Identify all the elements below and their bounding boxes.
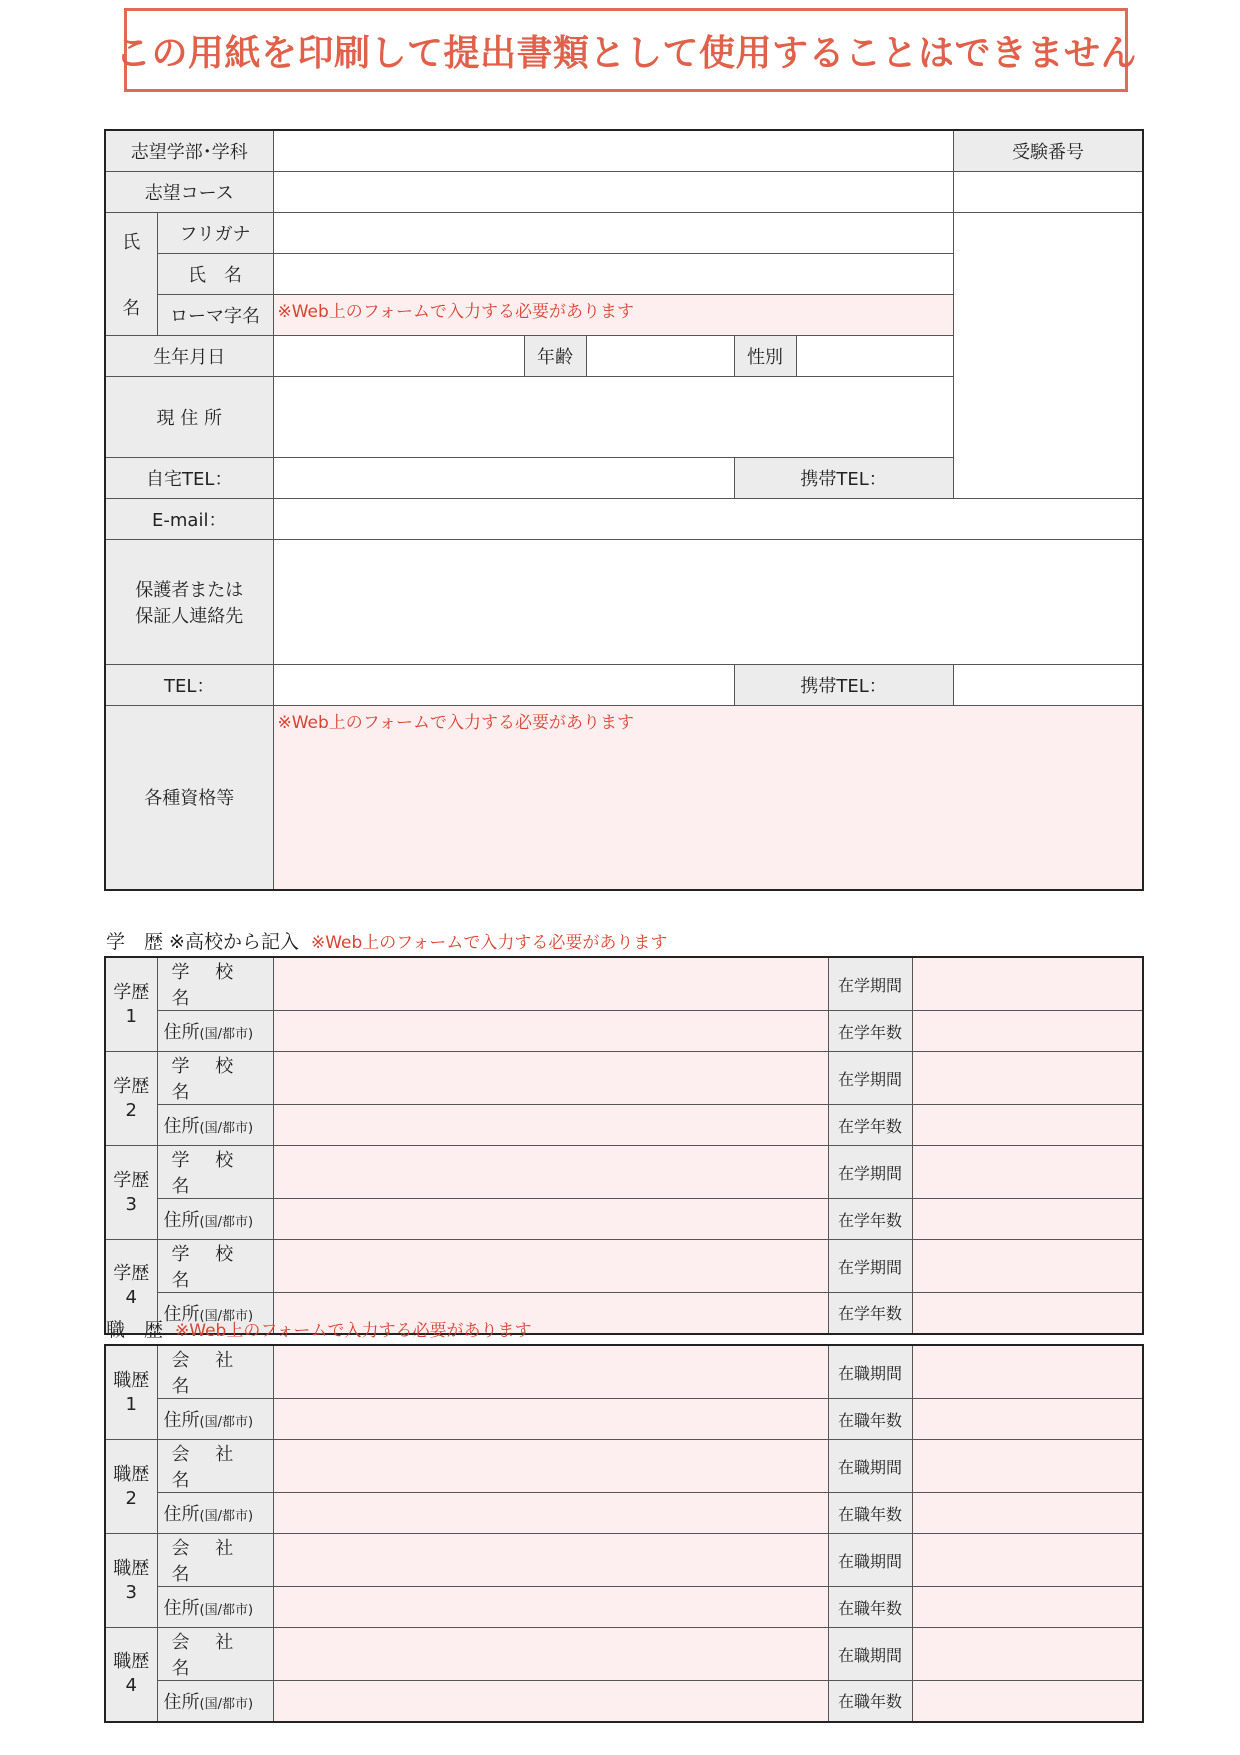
education-period-field[interactable] — [912, 957, 1143, 1011]
employment-years-field[interactable] — [912, 1493, 1143, 1534]
birthdate-field[interactable] — [273, 335, 524, 376]
employment-row — [105, 1587, 1143, 1628]
course-field[interactable] — [273, 171, 953, 212]
education-address-label-text: 住所 — [163, 1022, 200, 1043]
mobile-tel-label: 携帯TEL： — [734, 457, 953, 498]
education-entry-label — [105, 1146, 157, 1240]
employment-row — [105, 1534, 1143, 1587]
guardian-label-line-1: 保護者または — [135, 579, 244, 601]
employment-address-label — [157, 1587, 273, 1628]
education-period-field[interactable] — [912, 1052, 1143, 1105]
exam-number-label: 受験番号 — [953, 130, 1143, 171]
employment-years-label: 在職年数 — [828, 1399, 912, 1440]
employment-address-label — [157, 1399, 273, 1440]
employment-address-field[interactable] — [273, 1681, 828, 1722]
education-years-label: 在学年数 — [828, 1105, 912, 1146]
faculty-field[interactable] — [273, 130, 953, 171]
name-label: 氏 名 — [157, 253, 273, 294]
education-period-label: 在学期間 — [828, 1240, 912, 1293]
employment-address-field[interactable] — [273, 1493, 828, 1534]
employment-address-sub: (国/都市) — [199, 1603, 254, 1618]
education-name-field[interactable] — [273, 1052, 828, 1105]
employment-entry-number: 2 — [125, 1487, 137, 1509]
education-row — [105, 1240, 1143, 1293]
employment-years-label: 在職年数 — [828, 1587, 912, 1628]
employment-address-sub: (国/都市) — [199, 1509, 254, 1524]
name-field[interactable] — [273, 253, 953, 294]
education-years-label: 在学年数 — [828, 1011, 912, 1052]
qualifications-label: 各種資格等 — [105, 705, 273, 890]
birthdate-label: 生年月日 — [105, 335, 273, 376]
employment-years-label: 在職年数 — [828, 1681, 912, 1722]
education-years-field[interactable] — [912, 1105, 1143, 1146]
education-years-label: 在学年数 — [828, 1293, 912, 1334]
education-entry-label — [105, 957, 157, 1052]
education-years-field[interactable] — [912, 1293, 1143, 1334]
education-address-field[interactable] — [273, 1199, 828, 1240]
employment-address-label-text: 住所 — [163, 1598, 200, 1619]
education-row — [105, 1011, 1143, 1052]
education-address-field[interactable] — [273, 1011, 828, 1052]
education-address-sub: (国/都市) — [199, 1308, 254, 1324]
education-entry-number: 4 — [125, 1287, 137, 1309]
email-field[interactable] — [273, 498, 1143, 539]
education-entry-number: 3 — [125, 1193, 137, 1215]
education-heading-text: 学 歴 ※高校から記入 — [106, 931, 299, 953]
employment-row — [105, 1399, 1143, 1440]
address-label: 現 住 所 — [105, 376, 273, 457]
education-name-field[interactable] — [273, 1240, 828, 1293]
education-address-label — [157, 1105, 273, 1146]
furigana-field[interactable] — [273, 212, 953, 253]
guardian-tel-label: TEL： — [105, 664, 273, 705]
age-label: 年齢 — [524, 335, 586, 376]
employment-years-label: 在職年数 — [828, 1493, 912, 1534]
education-period-field[interactable] — [912, 1146, 1143, 1199]
gender-field[interactable] — [796, 335, 953, 376]
employment-entry-label-text: 職歴 — [113, 1557, 150, 1579]
guardian-field[interactable] — [273, 539, 1143, 664]
employment-address-sub: (国/都市) — [199, 1415, 254, 1430]
employment-name-label: 会 社 名 — [157, 1345, 273, 1399]
employment-entry-label-text: 職歴 — [113, 1651, 150, 1673]
education-row — [105, 1146, 1143, 1199]
education-address-label — [157, 1199, 273, 1240]
name-group-label — [105, 212, 157, 335]
employment-years-field[interactable] — [912, 1681, 1143, 1722]
education-address-label-text: 住所 — [163, 1303, 200, 1325]
education-entry-label-text: 学歴 — [113, 1075, 150, 1097]
employment-period-field[interactable] — [912, 1440, 1143, 1493]
education-table — [104, 956, 1144, 1335]
education-entry-number: 2 — [125, 1099, 137, 1121]
education-years-field[interactable] — [912, 1199, 1143, 1240]
employment-heading — [106, 1315, 531, 1342]
employment-name-label: 会 社 名 — [157, 1534, 273, 1587]
education-address-sub: (国/都市) — [199, 1215, 254, 1230]
education-name-label: 学 校 名 — [157, 1052, 273, 1105]
education-address-sub: (国/都市) — [199, 1027, 254, 1042]
employment-period-label: 在職期間 — [828, 1440, 912, 1493]
home-tel-field[interactable] — [273, 457, 734, 498]
faculty-label: 志望学部･学科 — [105, 130, 273, 171]
education-period-label: 在学期間 — [828, 1052, 912, 1105]
education-entry-label — [105, 1052, 157, 1146]
employment-row — [105, 1681, 1143, 1722]
education-name-label: 学 校 名 — [157, 957, 273, 1011]
guardian-tel-field[interactable] — [273, 664, 734, 705]
print-prohibited-warning: この用紙を印刷して提出書類として使用することはできません — [124, 8, 1128, 92]
qualifications-field[interactable] — [273, 705, 1143, 890]
education-name-field[interactable] — [273, 957, 828, 1011]
employment-row — [105, 1493, 1143, 1534]
education-entry-label-text: 学歴 — [113, 1169, 150, 1191]
guardian-label-line-2: 保証人連絡先 — [135, 605, 244, 627]
employment-address-field[interactable] — [273, 1587, 828, 1628]
education-address-label-text: 住所 — [163, 1210, 200, 1231]
employment-period-field[interactable] — [912, 1628, 1143, 1681]
education-row — [105, 957, 1143, 1011]
name-group-char-2: 名 — [122, 297, 141, 319]
employment-entry-label — [105, 1440, 157, 1534]
exam-number-field[interactable] — [953, 171, 1143, 212]
education-period-field[interactable] — [912, 1240, 1143, 1293]
applicant-info-table — [104, 129, 1144, 891]
home-tel-label: 自宅TEL： — [105, 457, 273, 498]
education-period-label: 在学期間 — [828, 1146, 912, 1199]
education-entry-label-text: 学歴 — [113, 1263, 150, 1285]
name-group-char-1: 氏 — [122, 231, 141, 253]
employment-period-label: 在職期間 — [828, 1345, 912, 1399]
employment-entry-label — [105, 1628, 157, 1722]
education-name-label: 学 校 名 — [157, 1146, 273, 1199]
employment-table — [104, 1344, 1144, 1723]
document-title-clipped — [360, 94, 880, 112]
employment-name-label: 会 社 名 — [157, 1440, 273, 1493]
education-years-field[interactable] — [912, 1011, 1143, 1052]
email-label: E-mail： — [105, 498, 273, 539]
employment-entry-label — [105, 1534, 157, 1628]
employment-row — [105, 1345, 1143, 1399]
qualifications-note: ※Web上のフォームで入力する必要があります — [277, 712, 634, 733]
education-entry-number: 1 — [125, 1005, 137, 1027]
guardian-mobile-field[interactable] — [953, 664, 1143, 705]
employment-address-label — [157, 1493, 273, 1534]
education-address-sub: (国/都市) — [199, 1121, 254, 1136]
employment-years-field[interactable] — [912, 1399, 1143, 1440]
employment-note: ※Web上のフォームで入力する必要があります — [175, 1321, 532, 1341]
course-label: 志望コース — [105, 171, 273, 212]
employment-address-field[interactable] — [273, 1399, 828, 1440]
employment-address-label-text: 住所 — [163, 1691, 200, 1713]
employment-entry-label — [105, 1345, 157, 1440]
furigana-label: フリガナ — [157, 212, 273, 253]
web-form-note: ※Web上のフォームで入力する必要があります — [277, 301, 634, 322]
gender-label: 性別 — [734, 335, 796, 376]
education-row — [105, 1052, 1143, 1105]
employment-period-field[interactable] — [912, 1345, 1143, 1399]
education-years-label: 在学年数 — [828, 1199, 912, 1240]
employment-entry-label-text: 職歴 — [113, 1463, 150, 1485]
employment-period-label: 在職期間 — [828, 1534, 912, 1587]
employment-name-field[interactable] — [273, 1345, 828, 1399]
education-address-label-text: 住所 — [163, 1116, 200, 1137]
employment-row — [105, 1440, 1143, 1493]
guardian-mobile-label: 携帯TEL： — [734, 664, 953, 705]
employment-period-field[interactable] — [912, 1534, 1143, 1587]
employment-entry-number: 1 — [125, 1393, 137, 1415]
employment-address-label-text: 住所 — [163, 1410, 200, 1431]
employment-name-field[interactable] — [273, 1440, 828, 1493]
age-field[interactable] — [586, 335, 734, 376]
employment-period-label: 在職期間 — [828, 1628, 912, 1681]
education-address-field[interactable] — [273, 1105, 828, 1146]
education-note: ※Web上のフォームで入力する必要があります — [310, 933, 668, 953]
guardian-label — [105, 539, 273, 664]
roman-name-label: ローマ字名 — [157, 294, 273, 335]
employment-heading-text: 職 歴 — [106, 1319, 164, 1341]
education-name-label: 学 校 名 — [157, 1240, 273, 1293]
employment-name-field[interactable] — [273, 1534, 828, 1587]
employment-name-field[interactable] — [273, 1628, 828, 1681]
employment-years-field[interactable] — [912, 1587, 1143, 1628]
education-address-label — [157, 1011, 273, 1052]
employment-entry-label-text: 職歴 — [113, 1369, 150, 1391]
education-entry-label-text: 学歴 — [113, 981, 150, 1003]
employment-entry-number: 3 — [125, 1581, 137, 1603]
address-field[interactable] — [273, 376, 953, 457]
employment-row — [105, 1628, 1143, 1681]
employment-address-label-text: 住所 — [163, 1504, 200, 1525]
education-row — [105, 1105, 1143, 1146]
education-row — [105, 1199, 1143, 1240]
employment-address-sub: (国/都市) — [199, 1696, 254, 1712]
photo-area — [953, 212, 1143, 498]
education-period-label: 在学期間 — [828, 957, 912, 1011]
education-heading — [106, 927, 667, 954]
employment-entry-number: 4 — [125, 1675, 137, 1697]
education-name-field[interactable] — [273, 1146, 828, 1199]
employment-address-label — [157, 1681, 273, 1722]
roman-name-field[interactable] — [273, 294, 953, 335]
employment-name-label: 会 社 名 — [157, 1628, 273, 1681]
